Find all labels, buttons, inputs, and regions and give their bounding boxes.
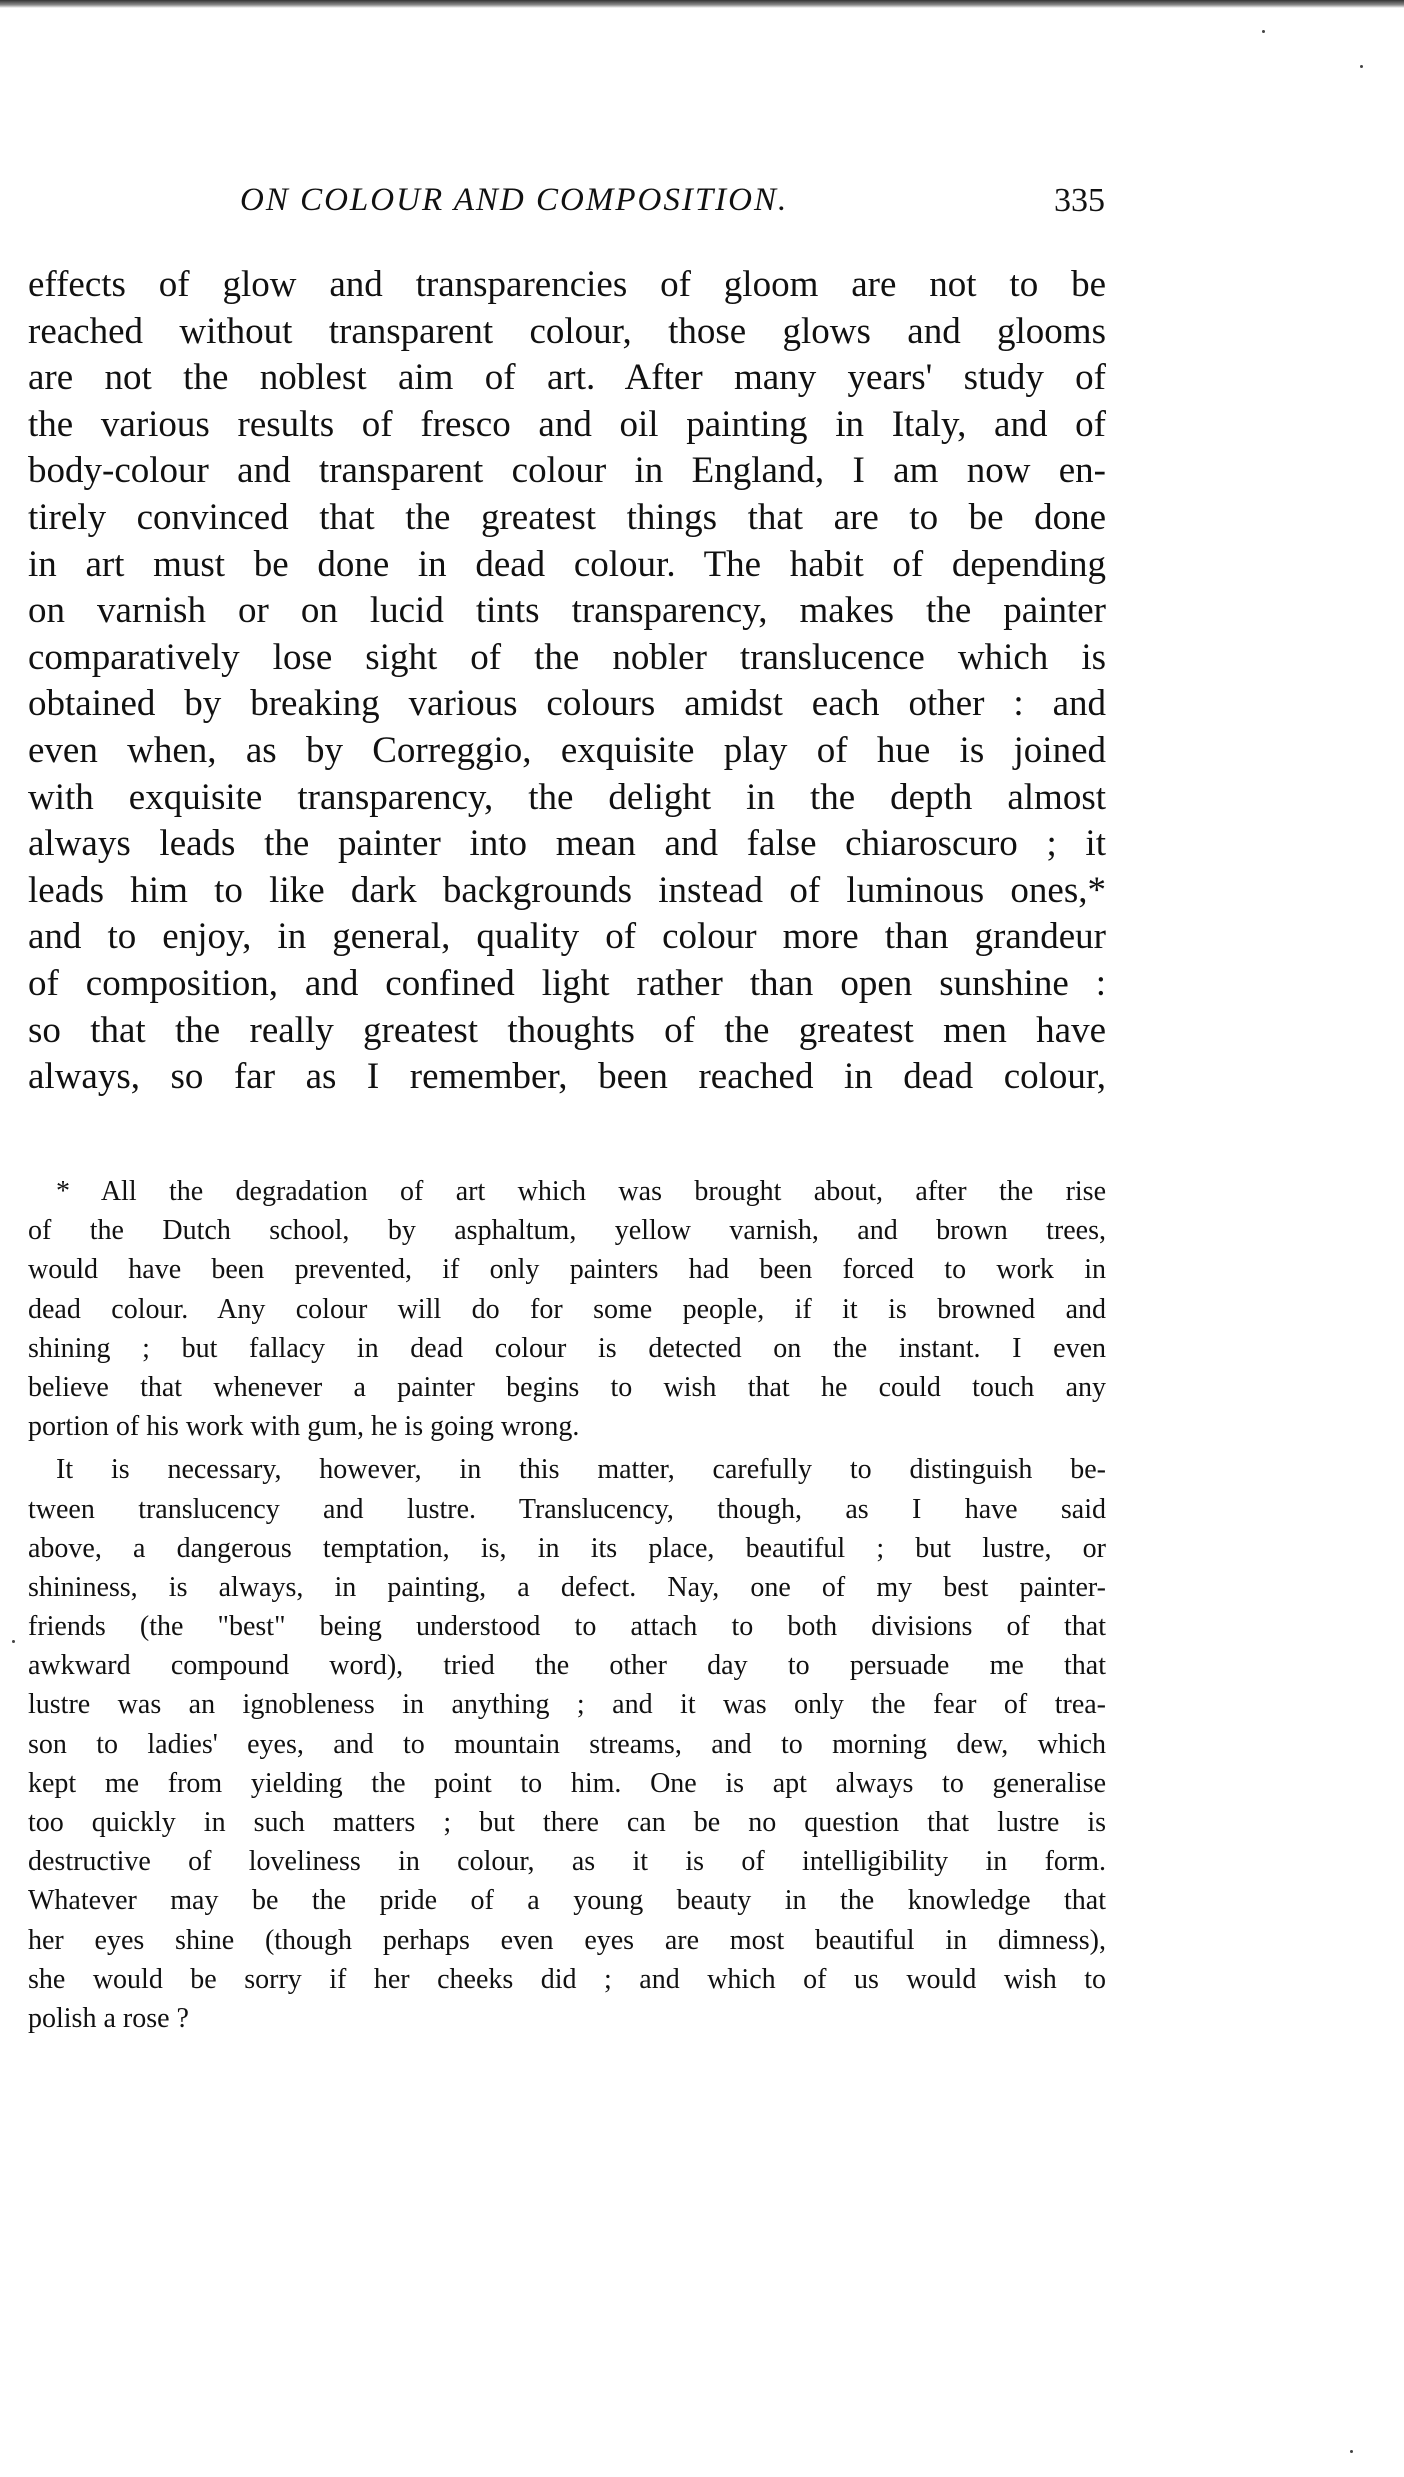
footnote-line: destructive of loveliness in colour, as it is of intelligibility in form. bbox=[28, 1846, 1106, 1878]
footnote-line: shining ; but fallacy in dead colour is detected on the instant. I even bbox=[28, 1332, 1106, 1364]
footnote-line: portion of his work with gum, he is going wrong. bbox=[28, 1411, 580, 1443]
body-line: always leads the painter into mean and false chiaroscuro ; it bbox=[28, 823, 1106, 865]
scan-speck bbox=[12, 1640, 15, 1643]
body-line: leads him to like dark backgrounds instead of luminous ones,* bbox=[28, 869, 1106, 911]
footnote-line: believe that whenever a painter begins to wish that he could touch any bbox=[28, 1371, 1106, 1403]
body-text bbox=[28, 262, 1106, 1101]
body-line: tirely convinced that the greatest things that are to be done bbox=[28, 496, 1106, 538]
body-line: of composition, and confined light rather than open sunshine : bbox=[28, 962, 1106, 1004]
footnote-line: would have been prevented, if only painters had been forced to work in bbox=[28, 1254, 1106, 1286]
body-line: with exquisite transparency, the delight in the depth almost bbox=[28, 776, 1106, 818]
footnote-line: kept me from yielding the point to him. One is apt always to generalise bbox=[28, 1767, 1106, 1799]
footnote-line: friends (the "best" being understood to attach to both divisions of that bbox=[28, 1611, 1106, 1643]
page-top-edge bbox=[0, 0, 1404, 8]
footnote-line: above, a dangerous temptation, is, in its place, beautiful ; but lustre, or bbox=[28, 1532, 1106, 1564]
body-line: so that the really greatest thoughts of the greatest men have bbox=[28, 1009, 1106, 1051]
body-line: effects of glow and transparencies of gloom are not to be bbox=[28, 264, 1106, 305]
page-header bbox=[230, 182, 1105, 232]
scan-speck bbox=[1262, 30, 1265, 33]
scan-speck bbox=[1360, 65, 1363, 68]
body-line: body-colour and transparent colour in England, I am now en- bbox=[28, 450, 1106, 492]
body-line: the various results of fresco and oil painting in Italy, and of bbox=[28, 403, 1106, 445]
footnote-line: Whatever may be the pride of a young beauty in the knowledge that bbox=[28, 1885, 1106, 1917]
footnote-line: too quickly in such matters ; but there can be no question that lustre is bbox=[28, 1807, 1106, 1838]
footnote-line: It is necessary, however, in this matter, carefully to distinguish be- bbox=[56, 1454, 1106, 1486]
footnote-line: lustre was an ignobleness in anything ; and it was only the fear of trea- bbox=[28, 1689, 1106, 1721]
body-line: obtained by breaking various colours amidst each other : and bbox=[28, 683, 1106, 725]
body-line: comparatively lose sight of the nobler translucence which is bbox=[28, 636, 1106, 678]
body-line: and to enjoy, in general, quality of colour more than grandeur bbox=[28, 916, 1106, 958]
body-line: on varnish or on lucid tints transparency, makes the painter bbox=[28, 590, 1106, 632]
page-number: 335 bbox=[1054, 182, 1105, 219]
footnote-line: her eyes shine (though perhaps even eyes are most beautiful in dimness), bbox=[28, 1924, 1106, 1956]
body-line: in art must be done in dead colour. The habit of depending bbox=[28, 543, 1106, 585]
body-line: always, so far as I remember, been reached in dead colour, bbox=[28, 1056, 1106, 1098]
scan-speck bbox=[1350, 2450, 1353, 2453]
footnote-line: polish a rose ? bbox=[28, 2002, 189, 2034]
footnote-line: shininess, is always, in painting, a defect. Nay, one of my best painter- bbox=[28, 1571, 1106, 1603]
body-line: reached without transparent colour, those glows and glooms bbox=[28, 310, 1106, 352]
footnote-line: she would be sorry if her cheeks did ; and which of us would wish to bbox=[28, 1963, 1106, 1995]
footnote-line: of the Dutch school, by asphaltum, yellow varnish, and brown trees, bbox=[28, 1215, 1106, 1247]
footnote bbox=[28, 1172, 1106, 2038]
footnote-line: * All the degradation of art which was brought about, after the rise bbox=[56, 1176, 1106, 1207]
footnote-line: tween translucency and lustre. Translucency, though, as I have said bbox=[28, 1493, 1106, 1525]
footnote-line: son to ladies' eyes, and to mountain streams, and to morning dew, which bbox=[28, 1728, 1106, 1760]
running-title: ON COLOUR AND COMPOSITION. bbox=[240, 182, 789, 218]
body-line: are not the noblest aim of art. After many years' study of bbox=[28, 357, 1106, 399]
footnote-line: awkward compound word), tried the other day to persuade me that bbox=[28, 1650, 1106, 1682]
footnote-line: dead colour. Any colour will do for some people, if it is browned and bbox=[28, 1293, 1106, 1325]
body-line: even when, as by Correggio, exquisite play of hue is joined bbox=[28, 729, 1106, 771]
